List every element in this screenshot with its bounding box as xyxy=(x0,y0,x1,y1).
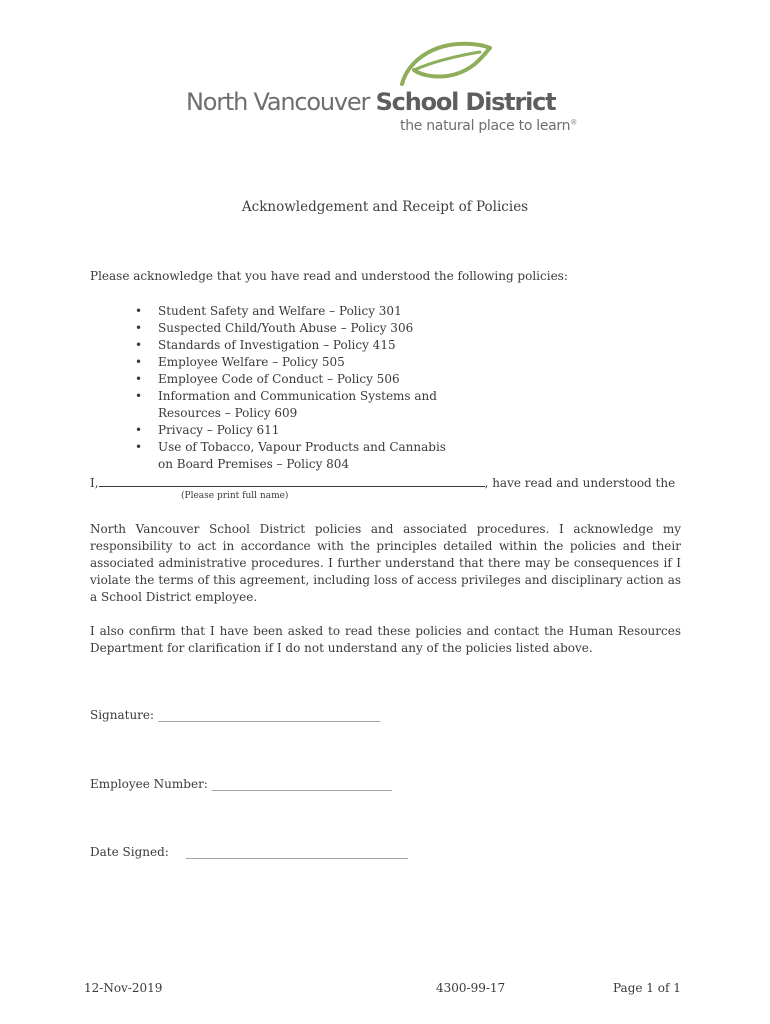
acknowledgement-paragraph: North Vancouver School District policies and associated procedures. I acknowledge my responsibility to act in accordance with the principles detailed within the policies and their associated administrative procedures. I further understand that there may be consequences if I violate the terms of this agreement, including loss of access privileges and disciplinary action as a School District employee. xyxy=(90,522,681,604)
policy-text: Use of Tobacco, Vapour Products and Cannabis on Board Premises – Policy 804 xyxy=(158,440,446,471)
list-item xyxy=(135,422,458,439)
footer-page-number: Page 1 of 1 xyxy=(613,981,681,995)
policy-text: Standards of Investigation – Policy 415 xyxy=(158,338,396,352)
list-item xyxy=(135,337,458,354)
name-statement xyxy=(90,474,675,490)
document-title: Acknowledgement and Receipt of Policies xyxy=(241,199,529,215)
full-name-field[interactable] xyxy=(99,474,485,487)
name-suffix: , have read and understood the xyxy=(484,476,676,490)
confirmation-paragraph: I also confirm that I have been asked to read these policies and contact the Human Resources Department for clarification if I do not understand any of the policies listed above. xyxy=(90,624,681,655)
signature-line[interactable]: _____________________________________ xyxy=(158,708,381,722)
list-item xyxy=(135,303,458,320)
bullet: • xyxy=(135,389,143,403)
date-signed-field[interactable] xyxy=(90,845,408,859)
policy-text: Privacy – Policy 611 xyxy=(158,423,280,437)
list-item xyxy=(135,439,458,473)
bullet: • xyxy=(135,338,143,352)
list-item xyxy=(135,388,458,422)
tagline-text: the natural place to learn xyxy=(400,118,571,134)
district-name xyxy=(186,88,555,116)
policy-text: Suspected Child/Youth Abuse – Policy 306 xyxy=(158,321,414,335)
bullet: • xyxy=(135,423,143,437)
list-item xyxy=(135,354,458,371)
bullet: • xyxy=(135,440,143,454)
footer-date: 12-Nov-2019 xyxy=(84,981,163,995)
list-item xyxy=(135,371,458,388)
bullet: • xyxy=(135,321,143,335)
policy-text: Student Safety and Welfare – Policy 301 xyxy=(158,304,402,318)
signature-field[interactable] xyxy=(90,708,380,722)
employee-number-label: Employee Number: xyxy=(90,777,208,791)
date-signed-label: Date Signed: xyxy=(90,845,169,859)
district-logo xyxy=(186,40,586,140)
policy-text: Employee Code of Conduct – Policy 506 xyxy=(158,372,400,386)
name-field-hint: (Please print full name) xyxy=(181,491,289,501)
policy-list xyxy=(135,303,458,473)
policy-text: Information and Communication Systems and Resources – Policy 609 xyxy=(158,389,437,420)
list-item xyxy=(135,320,458,337)
registered-mark: ® xyxy=(570,118,577,127)
signature-label: Signature: xyxy=(90,708,155,722)
employee-number-field[interactable] xyxy=(90,777,392,791)
district-name-part1: North Vancouver xyxy=(186,88,376,116)
name-prefix: I, xyxy=(90,476,99,490)
employee-number-line[interactable]: ______________________________ xyxy=(211,777,392,791)
policy-text: Employee Welfare – Policy 505 xyxy=(158,355,345,369)
intro-text: Please acknowledge that you have read and understood the following policies: xyxy=(90,269,568,283)
bullet: • xyxy=(135,304,143,318)
footer-document-code: 4300-99-17 xyxy=(436,981,506,995)
district-tagline xyxy=(400,118,577,134)
bullet: • xyxy=(135,372,143,386)
district-name-part2: School District xyxy=(375,88,556,116)
bullet: • xyxy=(135,355,143,369)
date-signed-line[interactable]: _____________________________________ xyxy=(185,845,408,859)
leaf-icon xyxy=(396,40,492,86)
